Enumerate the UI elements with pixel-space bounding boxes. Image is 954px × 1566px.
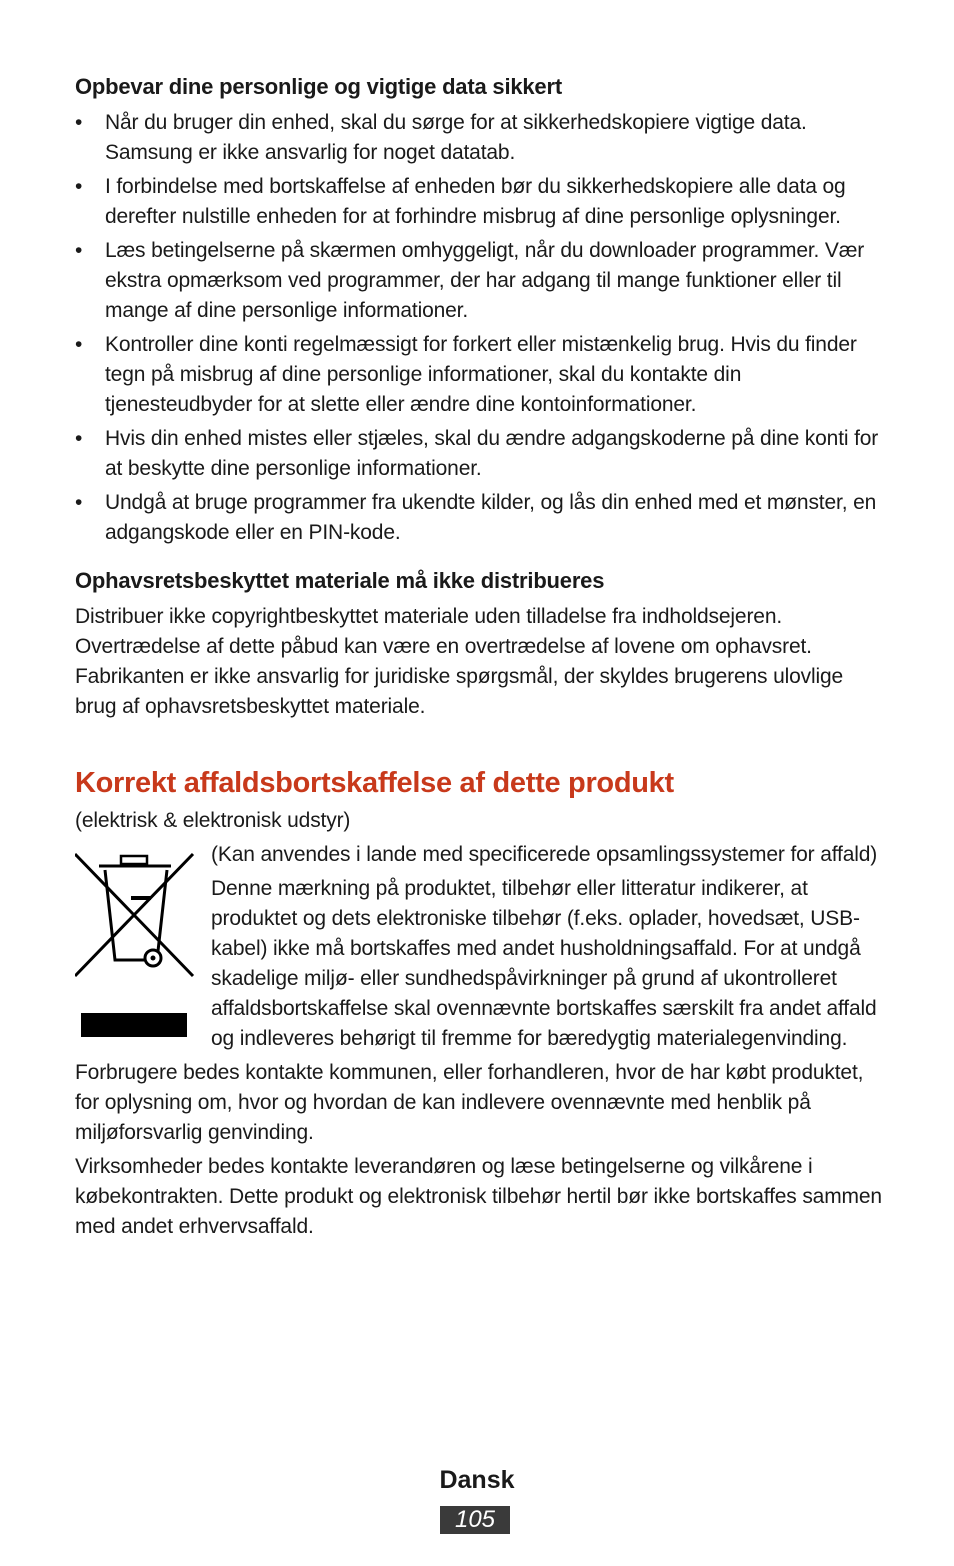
bullet: •	[75, 333, 83, 356]
list-item: • Læs betingelserne på skærmen omhyggeligt, når du downloader programmer. Vær ekstra opmærksom ved programmer, der har adgang til mange funktioner eller til mange af dine personlige informationer.	[75, 236, 885, 326]
disposal-para-4: Virksomheder bedes kontakte leverandøren og læse betingelserne og vilkårene i købekontrakten. Dette produkt og elektronisk tilbehør hertil bør ikke bortskaffes sammen med andet erhvervsaffald.	[75, 1155, 882, 1238]
data-safety-list	[75, 108, 885, 548]
list-item: • Hvis din enhed mistes eller stjæles, skal du ændre adgangskoderne på dine konti for at beskytte dine personlige informationer.	[75, 424, 885, 484]
disposal-heading: Korrekt affaldsbortskaffelse af dette produkt	[75, 767, 674, 799]
bullet: •	[75, 427, 83, 450]
disposal-para-1: (Kan anvendes i lande med specificerede opsamlingssystemer for affald)	[211, 843, 878, 866]
disposal-para-2: Denne mærkning på produktet, tilbehør eller litteratur indikerer, at produktet og dets elektroniske tilbehør (f.eks. oplader, hovedsæt, USB-kabel) ikke må bortskaffes med andet husholdningsaffald. For at undgå skadelige miljø- eller sundhedspåvirkninger på grund af ukontrolleret affaldsbortskaffelse skal ovennævnte bortskaffes særskilt fra andet affald og indleveres behørigt til fremme for bæredygtig materialegenvinding.	[211, 877, 877, 1050]
bullet: •	[75, 239, 83, 262]
disposal-block	[75, 840, 885, 1242]
section-title-data-safety: Opbevar dine personlige og vigtige data sikkert	[75, 74, 562, 99]
footer-language: Dansk	[439, 1466, 515, 1494]
bullet: •	[75, 175, 83, 198]
weee-black-bar	[81, 1013, 187, 1037]
crossed-out-bin-icon	[75, 850, 199, 1046]
bullet: •	[75, 111, 83, 134]
list-item: • I forbindelse med bortskaffelse af enheden bør du sikkerhedskopiere alle data og derefter nulstille enheden for at forhindre misbrug af dine personlige oplysninger.	[75, 172, 885, 232]
page-number: 105	[440, 1506, 510, 1534]
list-item: • Når du bruger din enhed, skal du sørge for at sikkerhedskopiere vigtige data. Samsung er ikke ansvarlig for noget datatab.	[75, 108, 885, 168]
weee-symbol	[75, 850, 199, 1010]
copyright-text: Distribuer ikke copyrightbeskyttet materiale uden tilladelse fra indholdsejeren. Overtrædelse af dette påbud kan være en overtrædelse af lovene om ophavsret. Fabrikanten er ikke ansvarlig for juridiske spørgsmål, der skyldes brugerens ulovlige brug af ophavsretsbeskyttet materiale.	[75, 605, 844, 718]
disposal-para-3: Forbrugere bedes kontakte kommunen, eller forhandleren, hvor de har købt produktet, for oplysning om, hvor og hvordan de kan indlevere ovennævnte med henblik på miljøforsvarlig genvinding.	[75, 1061, 864, 1144]
list-item: • Kontroller dine konti regelmæssigt for forkert eller mistænkelig brug. Hvis du finder tegn på misbrug af dine personlige informationer, skal du kontakte din tjenesteudbyder for at slette eller ændre dine kontoinformationer.	[75, 330, 885, 420]
bullet: •	[75, 491, 83, 514]
manual-page	[75, 72, 885, 1246]
list-item: • Undgå at bruge programmer fra ukendte kilder, og lås din enhed med et mønster, en adgangskode eller en PIN-kode.	[75, 488, 885, 548]
disposal-subtitle: (elektrisk & elektronisk udstyr)	[75, 809, 351, 832]
section-title-copyright: Ophavsretsbeskyttet materiale må ikke distribueres	[75, 568, 605, 593]
